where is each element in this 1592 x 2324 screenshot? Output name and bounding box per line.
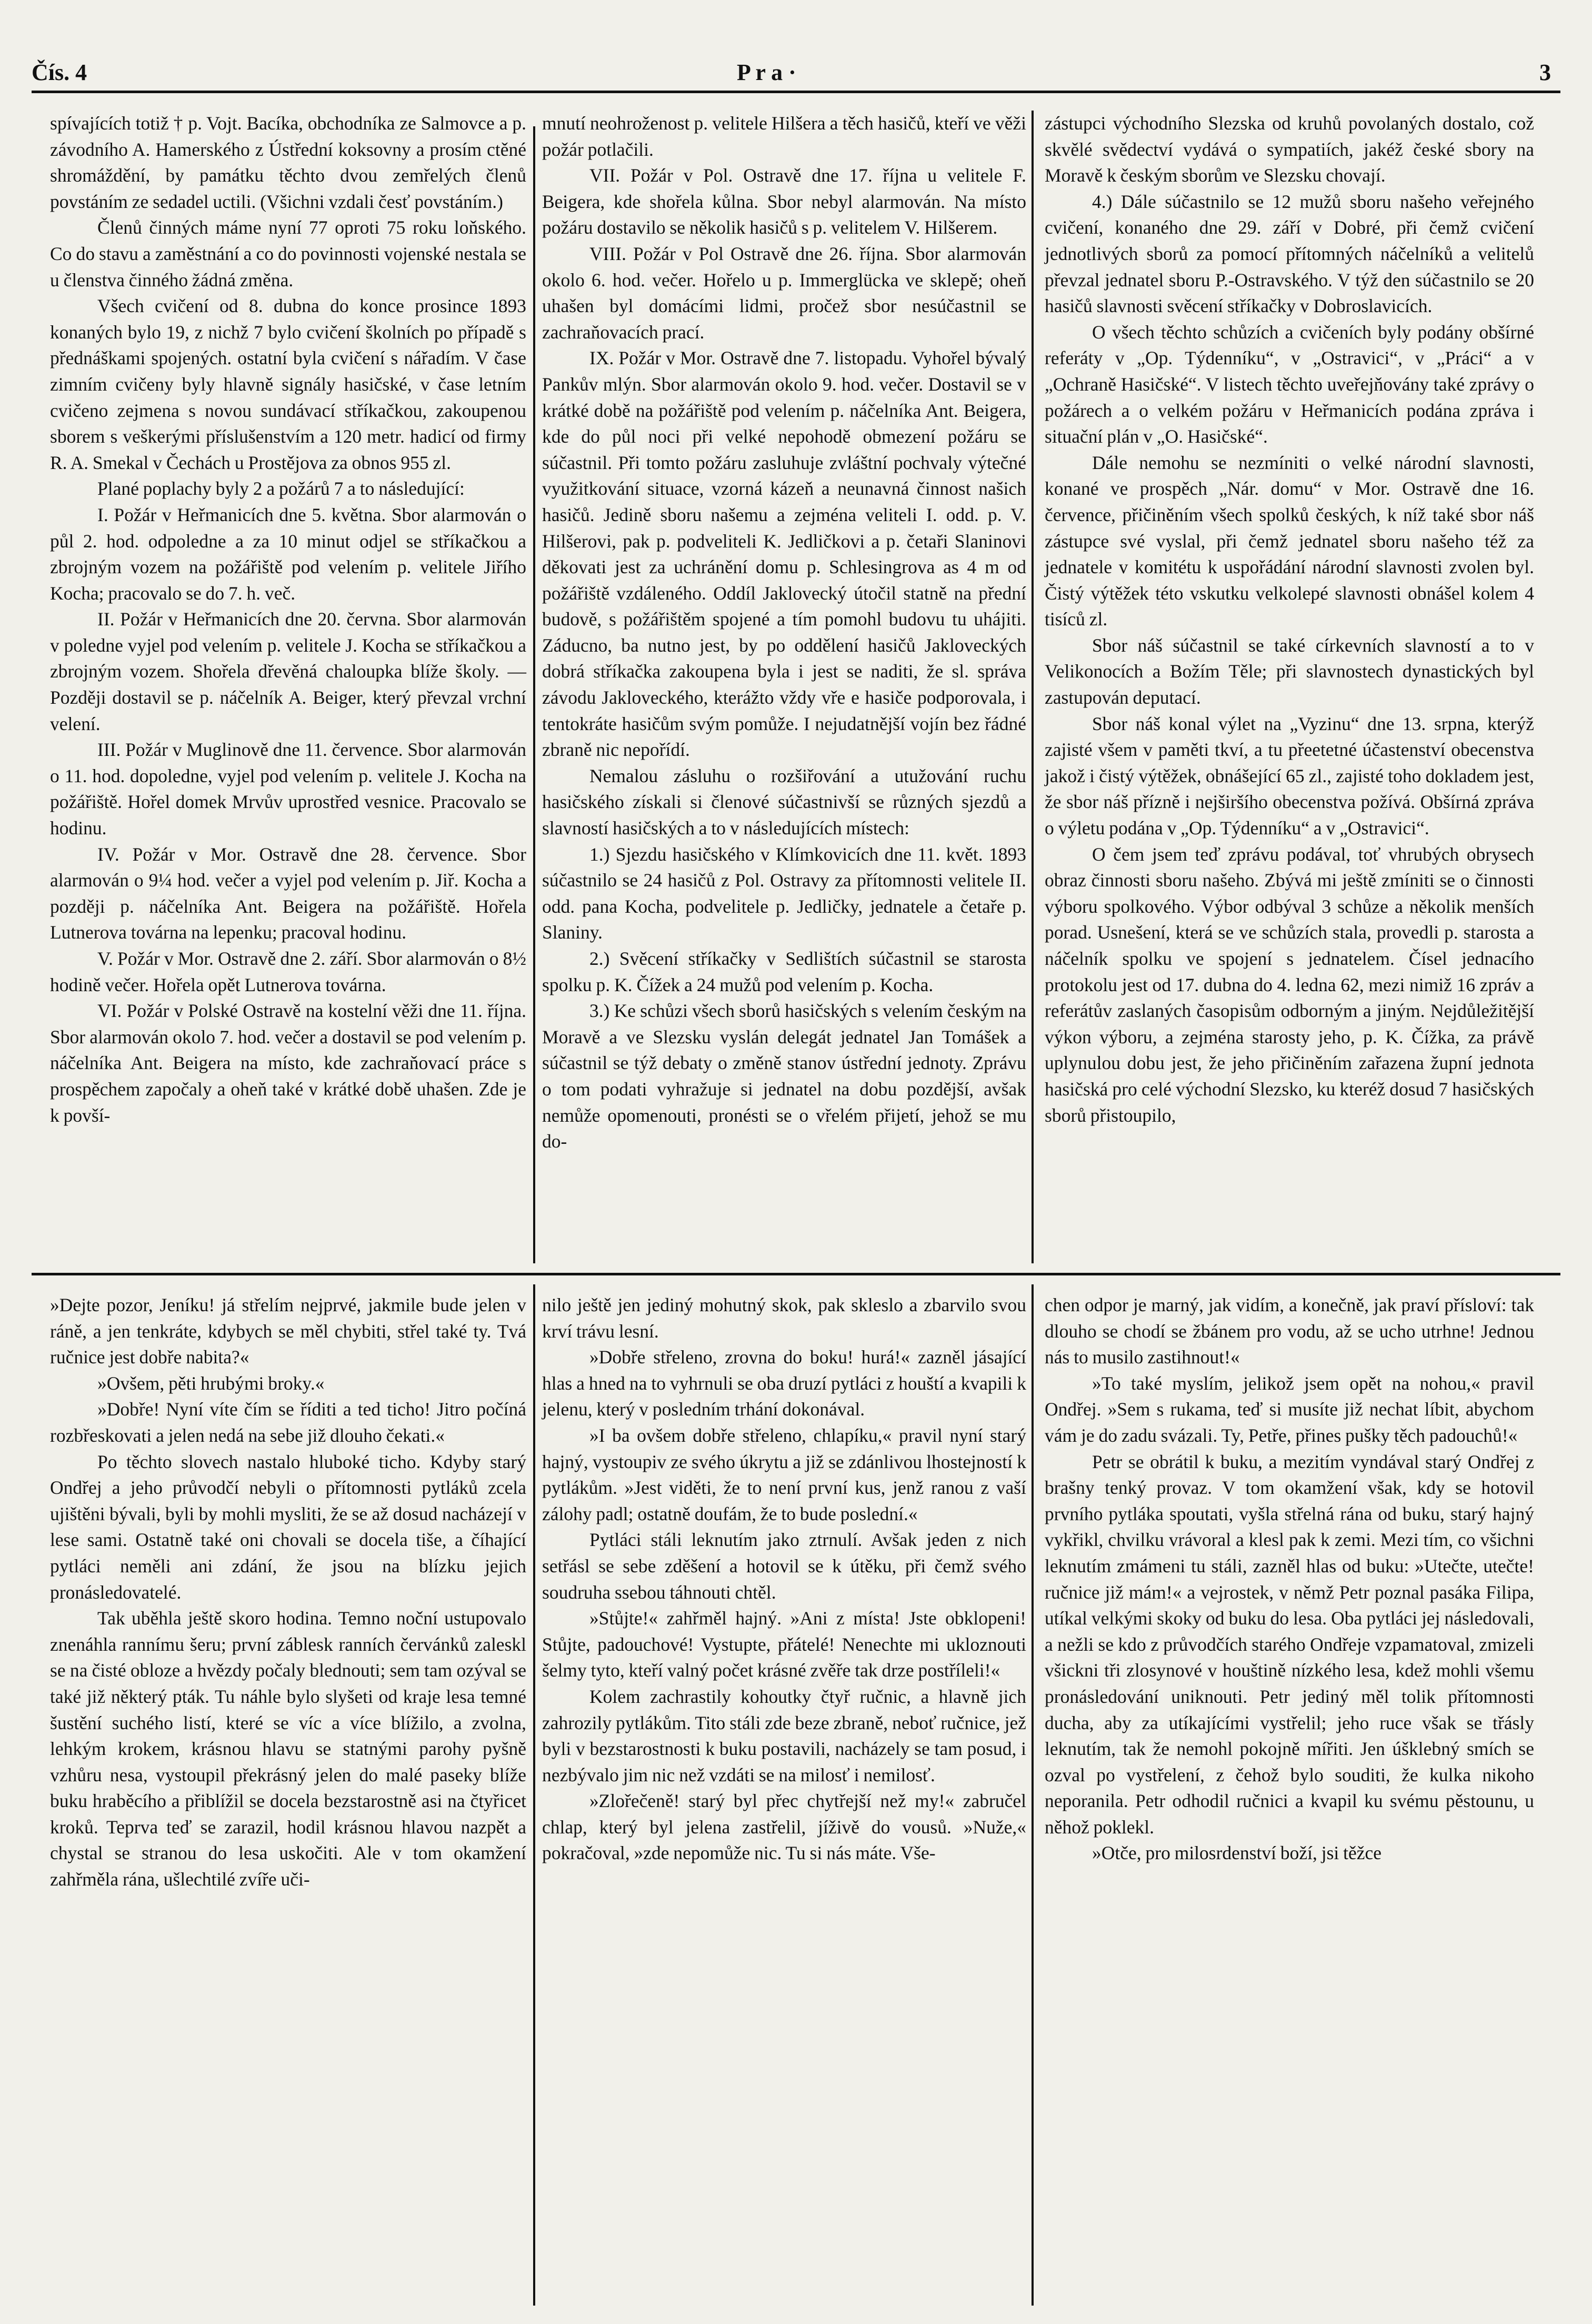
- paragraph: mnutí neohroženost p. velitele Hilšera a těch hasičů, kteří ve věži požár potlačili.: [542, 113, 1026, 160]
- paragraph: Sbor náš súčastnil se také církevních slavností a to v Velikonocích a Božím Těle; při slavnostech dynastických byl zastupován deputací.: [1045, 634, 1534, 709]
- header-rule: [32, 91, 1560, 93]
- paragraph: Plané poplachy byly 2 a požárů 7 a to následující:: [97, 478, 465, 500]
- story-column-2: [542, 1292, 1026, 1867]
- paragraph: O čem jsem teď zprávu podával, toť vhrubých obrysech obraz činnosti sboru našeho. Zbývá mi ještě zmíniti se o činnosti výboru spolkového. Výbor odbýval 3 schůze a několik menších porad. Usnešení, která se ve schůzích stala, provedli p. starosta a náčelník spolku ve spojení s jednatelem. Čísel jednacího protokolu jest od 17. dubna do 4. ledna 62, mezi nimiž 16 zpráv a referátův zaslaných časopisům odborným a jiným. Nejdůležitější výkon výboru, a zejména starosty jeho, p. K. Čížka, za právě uplynulou dobu jest, že jeho přičiněním zařazena župní jednota hasičská pro celé východní Slezsko, ku kteréž dosud 7 hasičských sborů přistoupilo,: [1045, 843, 1534, 1126]
- masthead-title: P r a ·: [737, 59, 796, 85]
- story-column-3: [1045, 1292, 1534, 1867]
- paragraph: O všech těchto schůzích a cvičeních byly podány obšírné referáty v „Op. Týdenníku“, v „Ostravici“, v „Práci“ a v „Ochraně Hasičské“. V listech těchto uveřejňovány také zprávy o požárech a o velkém požáru v Heřmanicích podána zpráva i situační plán v „O. Hasičské“.: [1045, 321, 1534, 447]
- paragraph: II. Požár v Heřmanicích dne 20. června. Sbor alarmován v poledne vyjel pod velením p. velitele J. Kocha se stříkačkou a zbrojným vozem. Shořela dřevěná chaloupka blíže školy. — Později dostavil se p. náčelník A. Beiger, který převzal vrchní velení.: [50, 609, 526, 734]
- paragraph: »I ba ovšem dobře střeleno, chlapíku,« pravil nyní starý hajný, vystoupiv ze svého úkrytu a již se zdánlivou lhostejností k pytlákům. »Jest viděti, že to není první kus, jenž ranou z vaší zálohy padl; ostatně doufám, že to bude poslední.«: [542, 1424, 1026, 1524]
- paragraph: 2.) Svěcení stříkačky v Sedlištích súčastnil se starosta spolku p. K. Čížek a 24 mužů pod velením p. Kocha.: [542, 948, 1026, 995]
- paragraph: 4.) Dále súčastnilo se 12 mužů sboru našeho veřejného cvičení, konaného dne 29. září v Dobré, při čemž cvičení jednotlivých sborů za pomocí přítomných náčelníků a velitelů převzal jednatel sboru P.-Ostravského. V týž den súčastnilo se 20 hasičů slavnosti svěcení stříkačky v Dobroslavicích.: [1045, 191, 1534, 317]
- paragraph: »Dobře! Nyní víte čím se říditi a ted ticho! Jitro počíná rozbřeskovati a jelen nedá na sebe již dlouho čekati.«: [50, 1399, 526, 1446]
- column-rule: [1032, 111, 1034, 1263]
- paragraph: »Zlořečeně! starý byl přec chytřejší než my!« zabručel chlap, který byl jelena zastřelil, jíživě do vousů. »Nuže,« pokračoval, »zde nepomůže nic. Tu si nás máte. Vše-: [542, 1790, 1026, 1864]
- page-issue-label: Čís. 4: [32, 59, 87, 85]
- paragraph: 1.) Sjezdu hasičského v Klímkovicích dne 11. květ. 1893 súčastnilo se 24 hasičů z Pol. Ostravy za přítomnosti velitele II. odd. pana Kocha, podvelitele p. Jedličky, jednatele a četaře p. Slaniny.: [542, 843, 1026, 943]
- paragraph: Kolem zachrastily kohoutky čtyř ručnic, a hlavně jich zahrozily pytlákům. Tito stáli zde beze zbraně, neboť ručnice, jež byli v bezstarostnosti k buku postavili, nacházely se tam posud, i nezbývalo jim nic než vzdáti se na milosť i nemilosť.: [542, 1685, 1026, 1786]
- paragraph: Pytláci stáli leknutím jako ztrnulí. Avšak jeden z nich setřásl se sebe zděšení a hotovil se k útěku, při čemž svého soudruha ssebou táhnouti chtěl.: [542, 1529, 1026, 1603]
- report-column-3: [1045, 111, 1534, 1129]
- paragraph: Po těchto slovech nastalo hluboké ticho. Kdyby starý Ondřej a jeho průvodčí nebyli o přítomnosti pytláků zcela ujištěni bývali, byli by mohli mysliti, že se až dosud nacházejí v lese sami. Ostatně také oni chovali se docela tiše, a číhající pytláci neměli ani zdání, že jsou na blízku jejich pronásledovatelé.: [50, 1451, 526, 1603]
- paragraph: Nemalou zásluhu o rozšiřování a utužování ruchu hasičského získali si členové súčastnivší se různých sjezdů a slavností hasičských a to v následujících místech:: [542, 765, 1026, 839]
- paragraph: VIII. Požár v Pol Ostravě dne 26. října. Sbor alarmován okolo 6. hod. večer. Hořelo u p. Immerglücka ve sklepě; oheň uhašen byl domácími lidmi, pročež sbor nesúčastnil se zachraňovacích prací.: [542, 243, 1026, 343]
- report-column-1: [50, 111, 526, 1129]
- paragraph: I. Požár v Heřmanicích dne 5. května. Sbor alarmován o půl 2. hod. odpoledne a za 10 minut odjel se stříkačkou a zbrojným vozem na požářiště pod velením p. velitele Jiřího Kocha; pracovalo se do 7. h. več.: [50, 504, 526, 604]
- column-rule: [533, 1284, 535, 2306]
- paragraph: Všech cvičení od 8. dubna do konce prosince 1893 konaných bylo 19, z nichž 7 bylo cvičení školních po případě s přednáškami spojených. ostatní byla cvičení s nářadím. V čase zimním cvičeny byly hlavně signály hasičské, v čase letním cvičeno zejmena s novou sundávací stříkačkou, zakoupenou sborem s veškerými příslušenstvím a 120 metr. hadicí od firmy R. A. Smekal v Čechách u Prostějova za obnos 955 zl.: [50, 295, 526, 473]
- column-rule: [1032, 1284, 1034, 2306]
- paragraph: IX. Požár v Mor. Ostravě dne 7. listopadu. Vyhořel bývalý Pankův mlýn. Sbor alarmován okolo 9. hod. večer. Dostavil se v krátké době na požářiště pod velením p. náčelníka Ant. Beigera, kde do půl noci při velké nepohodě obmezení požáru se súčastnil. Při tomto požáru zasluhuje zvláštní pochvaly výtečné využitkování situace, vzorná kázeň a neunavná činnost našich hasičů. Jedině sboru našemu a zejména veliteli I. odd. p. V. Hilšerovi, pak p. podveliteli K. Jedličkovi a p. četaři Slaninovi děkovati jest za uchránění domu p. Schlesingrova as 4 m od požářiště vzdáleného. Oddíl Jaklovecký útočil statně na přední budově, s požářištěm spojené a tím pomohl budovu tu uhájiti. Záducno, ba nutno jest, by po oddělení hasičů Jakloveckých dobrá stříkačka zakoupena byla i jest se naditi, že sl. správa závodu Jakloveckého, kterážto vždy vře e hasiče podporovala, i tentokráte hasičům svým pomůže. I nejudatnější vojín bez řádné zbraně nic nepořídí.: [542, 347, 1026, 761]
- page-number: 3: [1539, 59, 1551, 85]
- paragraph: Tak uběhla ještě skoro hodina. Temno noční ustupovalo znenáhla rannímu šeru; první záblesk ranních červánků zaleskl se na čisté obloze a hvězdy počaly blednouti; sem tam ozýval se také již některý pták. Tu náhle bylo slyšeti od kraje lesa temné šustění suchého listí, které se víc a více blížilo, a zvolna, lehkým krokem, krásnou hlavu se statnými parohy pyšně vzhůru nesa, vystoupil překrásný jelen do malé paseky blíže buku hraběcího a přiblížil se docela bezstarostně asi na čtyřicet kroků. Teprva teď se zarazil, hodil krásnou hlavou nazpět a chystal se stranou do lesa uskočiti. Ale v tom okamžení zahřměla rána, ušlechtilé zvíře uči-: [50, 1608, 526, 1890]
- paragraph: spívajících totiž † p. Vojt. Bacíka, obchodníka ze Salmovce a p. závodního A. Hamerského z Ústřední koksovny a prosím ctěné shromáždění, by památku těchto dvou zemřelých členů povstáním ze sedadel uctili. (Všichni vzdali česť povstáním.): [50, 113, 526, 212]
- paragraph: IV. Požár v Mor. Ostravě dne 28. července. Sbor alarmován o 9¼ hod. večer a vyjel pod velením p. Jiř. Kocha a později p. náčelníka Ant. Beigera na požářiště. Hořela Lutnerova továrna na lepenku; pracoval hodinu.: [50, 843, 526, 943]
- paragraph: Petr se obrátil k buku, a mezitím vyndával starý Ondřej z brašny tenký provaz. V tom okamžení však, kdy se hotovil prvního pytláka spoutati, vyšla střelná rána od buku, starý hajný vykřikl, chvilku vrávoral a klesl pak k zemi. Mezi tím, co všichni leknutím zmámeni tu stáli, zazněl hlas od buku: »Utečte, utečte! ručnice již mám!« a vejrostek, v němž Petr poznal pasáka Filipa, utíkal velkými skoky od buku do lesa. Oba pytláci jej následovali, a nežli se kdo z průvodčích starého Ondřeje vzpamatoval, zmizeli všickni tři zlosynové v houštině nízkého lesa, kdež mohli všemu pronásledování uniknouti. Petr jediný měl tolik přítomnosti ducha, aby za utíkajícími vystřelil; jeho ruce však se třásly leknutím, tak že nemohl pokojně mířiti. Jen úšklebný smích se ozval po vystřelení, z čehož bylo souditi, že kulka nikoho neporanila. Petr odhodil ručnici a kvapil ku svému pěstounu, u něhož poklekl.: [1045, 1451, 1534, 1838]
- paragraph: »To také myslím, jelikož jsem opět na nohou,« pravil Ondřej. »Sem s rukama, teď si musíte již nechat líbit, abychom vám je do zadu svázali. Ty, Petře, přines pušky těch padouchů!«: [1045, 1372, 1534, 1446]
- paragraph: nilo ještě jen jediný mohutný skok, pak skleslo a zbarvilo svou krví trávu lesní.: [542, 1294, 1026, 1342]
- paragraph: Sbor náš konal výlet na „Vyzinu“ dne 13. srpna, kterýž zajisté všem v paměti tkví, a tu přeetetné účastenství obecenstva jakož i čistý výtěžek, obnášející 65 zl., zajisté toho dokladem jest, že sbor náš přízně i nejširšího obecenstva požívá. Obšírná zpráva o výletu podána v „Op. Týdenníku“ a v „Ostravici“.: [1045, 713, 1534, 839]
- paragraph: Dále nemohu se nezmíniti o velké národní slavnosti, konané ve prospěch „Nár. domu“ v Mor. Ostravě dne 16. července, přičiněním všech spolků českých, k níž také sbor náš zástupce své vyslal, při čemž jednatel sboru našeho též za jednatele v komitétu k uspořádání národní slavnosti zvolen byl. Čistý výtěžek této vskutku velkolepé slavnosti obnášel kolem 4 tisíců zl.: [1045, 452, 1534, 630]
- paragraph: Členů činných máme nyní 77 oproti 75 roku loňského. Co do stavu a zaměstnání a co do povinnosti vojenské nestala se u členstva činného žádná změna.: [50, 217, 526, 291]
- paragraph: V. Požár v Mor. Ostravě dne 2. září. Sbor alarmován o 8½ hodině večer. Hořela opět Lutnerova továrna.: [50, 948, 526, 995]
- paragraph: VI. Požár v Polské Ostravě na kostelní věži dne 11. října. Sbor alarmován okolo 7. hod. večer a dostavil se pod velením p. náčelníka Ant. Beigera na místo, kde zachraňovací práce s prospěchem započaly a oheň také v krátké době uhašen. Zde je k povší-: [50, 1000, 526, 1126]
- report-column-2: [542, 111, 1026, 1155]
- paragraph: »Stůjte!« zahřměl hajný. »Ani z místa! Jste obklopeni! Stůjte, padouchové! Vystupte, přátelé! Nenechte mi ukloznouti šelmy tyto, kteří valný počet krásné zvěře tak drze postříleli!«: [542, 1608, 1026, 1681]
- paragraph: zástupci východního Slezska od kruhů povolaných dostalo, což skvělé svědectví vydává o sympatiích, jakéž české sbory na Moravě k českým sborům ve Slezsku chovají.: [1045, 113, 1534, 186]
- paragraph: »Otče, pro milosrdenství boží, jsi těžce: [1092, 1842, 1382, 1864]
- paragraph: »Ovšem, pěti hrubými broky.«: [97, 1372, 325, 1394]
- story-column-1: [50, 1292, 526, 1893]
- paragraph: 3.) Ke schůzi všech sborů hasičských s velením českým na Moravě a ve Slezsku vyslán delegát jednatel Jan Tomášek a súčastnil se týž debaty o změně stanov ústřední jednoty. Zprávu o tom podati vyhražuje si jednatel na dobu pozdější, avšak nemůže opomenouti, pronésti se o vřelém přijetí, jehož se mu do-: [542, 1000, 1026, 1152]
- paragraph: chen odpor je marný, jak vidím, a konečně, jak praví přísloví: tak dlouho se chodí se žbánem pro vodu, až se ucho utrhne! Jednou nás to musilo zastihnout!«: [1045, 1294, 1534, 1368]
- paragraph: VII. Požár v Pol. Ostravě dne 17. října u velitele F. Beigera, kde shořela kůlna. Sbor nebyl alarmován. Na místo požáru dostavilo se několik hasičů s p. velitelem V. Hilšerem.: [542, 165, 1026, 238]
- paragraph: »Dejte pozor, Jeníku! já střelím nejprvé, jakmile bude jelen v ráně, a jen tenkráte, kdybych se měl chybiti, střel také ty. Tvá ručnice jest dobře nabita?«: [50, 1294, 526, 1368]
- paragraph: III. Požár v Muglinově dne 11. července. Sbor alarmován o 11. hod. dopoledne, vyjel pod velením p. velitele J. Kocha na požářiště. Hořel domek Mrvův uprostřed vesnice. Pracovalo se hodinu.: [50, 739, 526, 839]
- column-rule: [533, 126, 535, 1263]
- section-rule: [32, 1273, 1560, 1275]
- paragraph: »Dobře střeleno, zrovna do boku! hurá!« zazněl jásající hlas a hned na to vyhrnuli se oba druzí pytláci z houští a kvapili k jelenu, který v posledním trhání dokonával.: [542, 1346, 1026, 1420]
